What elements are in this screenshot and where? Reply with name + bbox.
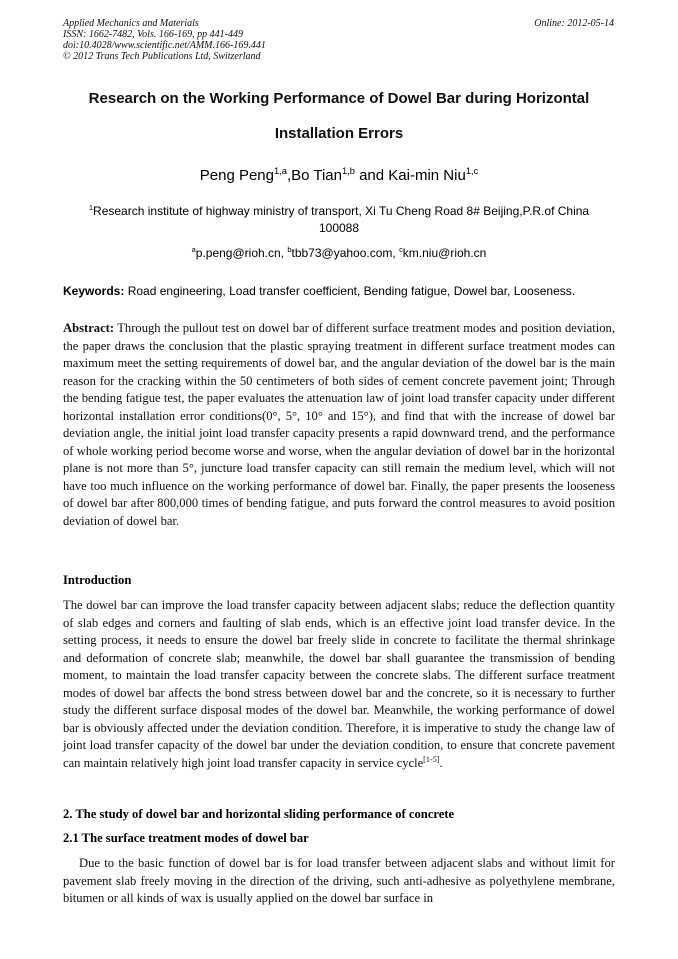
issn-line: ISSN: 1662-7482, Vols. 166-169, pp 441-449 xyxy=(63,29,243,40)
author-2-affil-mark: 1,b xyxy=(341,166,355,176)
section-2-heading: 2. The study of dowel bar and horizontal sliding performance of concrete xyxy=(63,807,455,821)
email-b-mark: b xyxy=(287,245,292,254)
email-b: tbb73@yahoo.com, xyxy=(291,246,400,260)
affiliation-mark: 1 xyxy=(88,203,94,212)
affiliation-text: Research institute of highway ministry of transport, Xi Tu Cheng Road 8# Beijing,P.R.of China 100088 xyxy=(93,204,590,235)
email-list xyxy=(30,246,648,260)
author-3: and Kai-min Niu xyxy=(354,167,466,184)
abstract xyxy=(63,320,615,530)
introduction-body xyxy=(63,597,615,772)
author-1-affil-mark: 1,a xyxy=(274,166,287,176)
section-2-1-body: Due to the basic function of dowel bar is for load transfer between adjacent slabs and without limit for pavement slab freely moving in the direction of the driving, such anti-adhesive as polyethylene membrane, bitumen or all kinds of wax is usually applied on the dowel bar surface in xyxy=(63,856,615,905)
citation-1-5: [1-5] xyxy=(423,754,440,764)
keywords xyxy=(63,284,615,298)
author-1: Peng Peng xyxy=(199,167,274,184)
email-c: km.niu@rioh.cn xyxy=(402,246,487,260)
journal-header xyxy=(63,18,266,62)
introduction-end: . xyxy=(439,755,443,770)
email-c-mark: c xyxy=(399,245,403,254)
affiliation xyxy=(70,203,608,237)
keywords-text: Road engineering, Load transfer coefficient, Bending fatigue, Dowel bar, Looseness. xyxy=(124,284,576,298)
paper-title-line-1: Research on the Working Performance of Dowel Bar during Horizontal xyxy=(88,90,590,107)
paper-title-line-2: Installation Errors xyxy=(274,125,404,142)
keywords-label: Keywords: xyxy=(63,284,125,298)
journal-name: Applied Mechanics and Materials xyxy=(63,18,199,29)
author-3-affil-mark: 1,c xyxy=(465,166,479,176)
email-a-mark: a xyxy=(191,245,196,254)
author-2: ,Bo Tian xyxy=(286,167,342,184)
copyright-line: © 2012 Trans Tech Publications Ltd, Switzerland xyxy=(63,51,261,62)
doi-line: doi:10.4028/www.scientific.net/AMM.166-169.441 xyxy=(63,40,266,51)
author-list xyxy=(30,167,648,184)
abstract-text: Through the pullout test on dowel bar of different surface treatment modes and position deviation, the paper draws the conclusion that the plastic spraying treatment in different surface treatment modes can maximum meet the setting requirements of dowel bar, and the angular deviation of the dowel bar is the main reason for the cracking within the 50 centimeters of both sides of cement concrete pavement joint; Through the bending fatigue test, the paper evaluates the attenuation law of joint load transfer capacity under different horizontal installation error conditions(0°, 5°, 10° and 15°), and find that with the increase of dowel bar deviation angle, the initial joint load transfer capacity presents a rapid downward trend, and the performance of whole working period become worse and worse, when the angular deviation of dowel bar in the horizontal plane is not more than 5°, juncture load transfer capacity can still remain the medium level, which will not have too much influence on the working performance of dowel bar. Finally, the paper presents the looseness of dowel bar after 800,000 times of bending fatigue, and puts forward the control measures to avoid position deviation of dowel bar. xyxy=(63,321,615,528)
introduction-text: The dowel bar can improve the load transfer capacity between adjacent slabs; reduce the deflection quantity of slab edges and corners and faulting of slab ends, which is an effective joint load transfer device. In the setting process, it needs to ensure the dowel bar freely slide in concrete to facilitate the thermal shrinkage and deformation of concrete slab; meanwhile, the dowel bar shall guarantee the transmission of bending moment, to maintain the load transfer capacity between the concrete slabs. The different surface treatment modes of dowel bar affects the bond stress between dowel bar and the concrete, so it is necessary to further study the different surface disposal modes of the dowel bar. Meanwhile, the working performance of dowel bar is obviously affected under the deviation condition. Therefore, it is imperative to study the change law of joint load transfer capacity of the dowel bar under the deviation condition, to ensure that concrete pavement can maintain relatively high joint load transfer capacity in service cycle xyxy=(63,598,615,770)
section-2-1-heading: 2.1 The surface treatment modes of dowel bar xyxy=(63,831,309,845)
introduction-heading: Introduction xyxy=(63,573,132,587)
online-date: Online: 2012-05-14 xyxy=(534,18,614,29)
email-a: p.peng@rioh.cn, xyxy=(195,246,288,260)
abstract-label: Abstract: xyxy=(63,321,115,335)
